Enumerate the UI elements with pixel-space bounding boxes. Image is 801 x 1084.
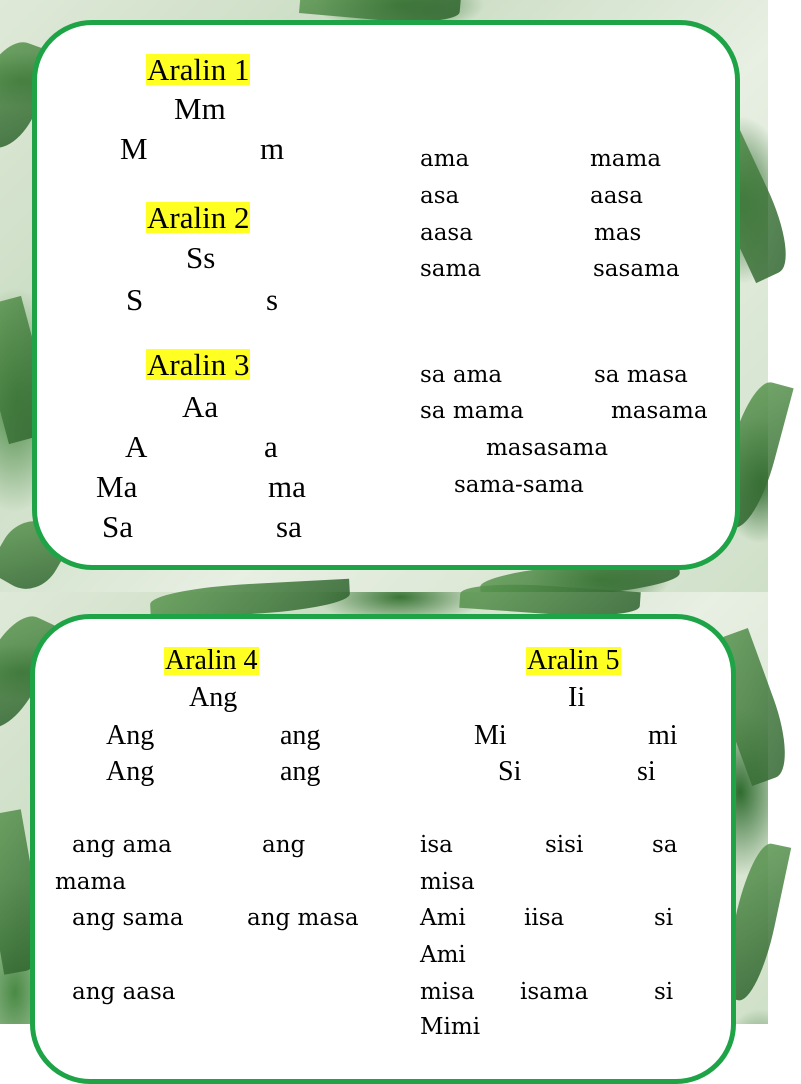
lesson-1-heading: Aralin 1 <box>147 52 250 87</box>
word: mas <box>594 220 642 246</box>
lesson-3-syllable-lower: ma <box>268 469 306 504</box>
lesson-5-word: Ami <box>420 942 466 968</box>
lesson-2-heading: Aralin 2 <box>147 200 250 235</box>
lesson-5-syllable: si <box>637 756 656 787</box>
lesson-5-word: sisi <box>545 832 584 858</box>
lesson-3-uppercase: A <box>125 429 148 464</box>
lesson-5-word: isama <box>520 979 589 1005</box>
lesson-5-word: iisa <box>524 905 565 931</box>
phrase: sa mama <box>420 398 524 424</box>
lesson-4-phrase: ang aasa <box>72 979 176 1005</box>
phrase: sa masa <box>594 362 688 388</box>
lesson-4-phrase: ang <box>262 832 306 858</box>
word: mama <box>590 146 662 172</box>
phrase: masasama <box>486 435 609 461</box>
lesson-5-syllable: Mi <box>474 720 507 751</box>
lesson-1-letter-pair: Mm <box>174 91 226 126</box>
lesson-5-word: Ami <box>420 905 466 931</box>
lesson-4-phrase: ang sama <box>72 905 184 931</box>
lesson-2-lowercase: s <box>266 282 279 317</box>
lesson-4-phrase: ang ama <box>72 832 172 858</box>
lesson-4-phrase: mama <box>55 869 127 895</box>
slide-2 <box>0 592 768 1040</box>
phrase: sa ama <box>420 362 503 388</box>
lesson-5-syllable: Si <box>498 756 522 787</box>
lesson-2-letter-pair: Ss <box>186 240 216 275</box>
lesson-5-word: si <box>654 979 674 1005</box>
lesson-4-phrase: ang masa <box>247 905 359 931</box>
lesson-5-syllable: mi <box>648 720 678 751</box>
lesson-5-word: si <box>654 905 674 931</box>
lesson-4-syllable: Ang <box>106 720 155 751</box>
word: aasa <box>590 183 643 209</box>
lesson-3-letter-pair: Aa <box>182 389 219 424</box>
lesson-3-syllable-upper: Sa <box>102 509 133 544</box>
lesson-3-heading: Aralin 3 <box>147 347 250 382</box>
lesson-4-title: Ang <box>189 682 238 713</box>
word: ama <box>420 146 470 172</box>
lesson-3-lowercase: a <box>264 429 278 464</box>
lesson-3-syllable-upper: Ma <box>96 469 138 504</box>
lesson-2-uppercase: S <box>126 282 144 317</box>
phrase: masama <box>611 398 708 424</box>
lesson-5-word: misa <box>420 979 475 1005</box>
lesson-5-word: misa <box>420 869 475 895</box>
lesson-1-uppercase: M <box>120 131 148 166</box>
lesson-1-lowercase: m <box>260 131 285 166</box>
word: sasama <box>593 256 680 282</box>
lesson-4-heading: Aralin 4 <box>165 645 258 676</box>
phrase: sama-sama <box>454 472 584 498</box>
lesson-5-word: sa <box>652 832 678 858</box>
lesson-5-word: Mimi <box>420 1014 481 1040</box>
word: sama <box>420 256 482 282</box>
lesson-5-heading: Aralin 5 <box>527 645 620 676</box>
lesson-4-syllable: ang <box>280 720 321 751</box>
lesson-5-title: Ii <box>568 682 586 713</box>
lesson-5-word: isa <box>420 832 453 858</box>
word: aasa <box>420 220 473 246</box>
lesson-4-syllable: Ang <box>106 756 155 787</box>
word: asa <box>420 183 460 209</box>
lesson-3-syllable-lower: sa <box>276 509 302 544</box>
lesson-4-syllable: ang <box>280 756 321 787</box>
